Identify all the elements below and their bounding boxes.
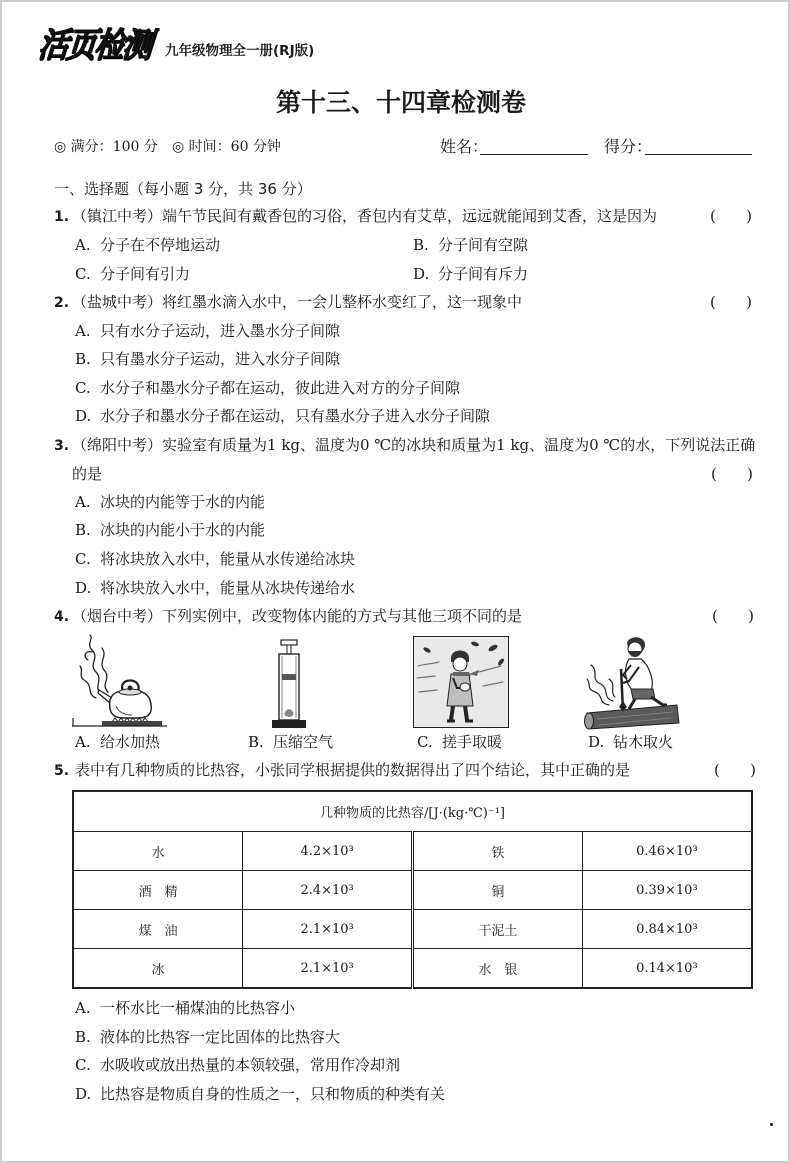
bracket-close: )	[747, 465, 753, 483]
table-cell: 水 银	[413, 949, 583, 989]
score-blank	[645, 154, 752, 155]
option-text: 比热容是物质自身的性质之一，只和物质的种类有关	[100, 1085, 446, 1103]
option-letter: D.	[75, 1085, 92, 1103]
rubbing-hands-illustration	[413, 636, 509, 728]
option-letter: B.	[413, 236, 429, 254]
option-c	[75, 378, 460, 398]
option-b	[75, 520, 265, 540]
option-text: 将冰块放入水中，能量从水传递给冰块	[100, 550, 356, 568]
log	[585, 705, 680, 729]
option-d	[75, 578, 355, 598]
option-text: 将冰块放入水中，能量从冰块传递给水	[100, 579, 356, 597]
question-text: （镇江中考）端午节民间有戴香包的习俗，香包内有艾草，远远就能闻到艾香，这是因为	[72, 207, 658, 225]
table-cell: 冰	[73, 949, 243, 989]
option-text: 水分子和墨水分子都在运动，只有墨水分子进入水分子间隙	[100, 407, 491, 425]
air-compression-tube-illustration	[268, 636, 310, 730]
specific-heat-table	[72, 790, 753, 989]
question-number: 5.	[54, 763, 70, 779]
option-d	[75, 1084, 445, 1104]
option-c	[417, 732, 502, 752]
option-text: 分子间有斥力	[438, 265, 529, 283]
answer-bracket	[710, 292, 752, 312]
option-text: 一杯水比一桶煤油的比热容小	[100, 999, 296, 1017]
table-cell: 水	[73, 832, 243, 871]
option-a	[75, 998, 295, 1018]
stove	[72, 718, 167, 726]
option-letter: B.	[75, 350, 91, 368]
smoke-curls	[587, 665, 615, 705]
option-letter: A.	[75, 236, 91, 254]
table-cell: 铜	[413, 871, 583, 910]
answer-bracket	[711, 464, 753, 484]
table-header-row	[73, 791, 752, 832]
option-a	[75, 321, 340, 341]
bracket-close: )	[748, 607, 754, 625]
question-number: 1.	[54, 209, 70, 225]
table-cell: 铁	[413, 832, 583, 871]
drilling-wood-fire-illustration	[583, 635, 683, 731]
series-logo: 活页检测	[36, 26, 152, 66]
option-letter: B.	[248, 733, 264, 751]
option-text: 液体的比热容一定比固体的比热容大	[100, 1028, 341, 1046]
option-text: 只有水分子运动，进入墨水分子间隙	[100, 322, 341, 340]
table-cell: 2.1×10³	[243, 910, 413, 949]
option-letter: A.	[75, 493, 91, 511]
question-stem	[54, 206, 657, 226]
question-text: （烟台中考）下列实例中，改变物体内能的方式与其他三项不同的是	[72, 607, 523, 625]
table-cell: 酒 精	[73, 871, 243, 910]
option-text: 分子间有引力	[100, 265, 191, 283]
question-text: 表中有几种物质的比热容，小张同学根据提供的数据得出了四个结论，其中正确的是	[75, 761, 631, 779]
option-text: 给水加热	[100, 733, 161, 751]
option-b	[248, 732, 333, 752]
piston	[282, 674, 296, 680]
option-b	[75, 349, 340, 369]
question-text: （绵阳中考）实验室有质量为1 kg、温度为0 ℃的冰块和质量为1 kg、温度为0 ℃的水，下列说法正确	[72, 436, 756, 454]
option-text: 水吸收或放出热量的本领较强，常用作冷却剂	[100, 1056, 401, 1074]
question-number: 3.	[54, 438, 70, 454]
option-text: 冰块的内能等于水的内能	[100, 493, 266, 511]
option-letter: D.	[588, 733, 605, 751]
table-row	[73, 949, 752, 989]
option-d	[75, 406, 490, 426]
option-c	[75, 1055, 400, 1075]
answer-bracket	[712, 606, 754, 626]
answer-bracket	[710, 206, 752, 226]
bracket-open: (	[714, 761, 720, 779]
score-label: 得分：	[604, 137, 653, 156]
option-letter: C.	[417, 733, 433, 751]
table-row	[73, 871, 752, 910]
question-text-continued: 的是	[72, 465, 103, 483]
option-letter: C.	[75, 379, 91, 397]
table-cell: 0.14×10³	[582, 949, 752, 989]
page-mark-dot	[770, 1123, 773, 1126]
bracket-open: (	[712, 607, 718, 625]
option-letter: A.	[75, 322, 91, 340]
option-letter: C.	[75, 550, 91, 568]
table-cell: 4.2×10³	[243, 832, 413, 871]
bracket-open: (	[711, 465, 717, 483]
table-row	[73, 832, 752, 871]
table-cell: 0.84×10³	[582, 910, 752, 949]
steam-curls	[80, 635, 108, 698]
question-stem	[54, 760, 630, 780]
table-cell: 煤 油	[73, 910, 243, 949]
option-letter: B.	[75, 521, 91, 539]
table-caption: 几种物质的比热容/[J·(kg·℃)⁻¹]	[73, 791, 752, 832]
bracket-close: )	[750, 761, 756, 779]
option-letter: C.	[75, 1056, 91, 1074]
piston-handle	[281, 640, 297, 645]
tube-base	[272, 720, 306, 728]
question-stem	[54, 292, 522, 312]
option-text: 钻木取火	[613, 733, 674, 751]
table-cell: 干泥土	[413, 910, 583, 949]
option-text: 压缩空气	[273, 733, 334, 751]
name-label: 姓名：	[440, 137, 489, 156]
page-title: 第十三、十四章检测卷	[275, 88, 526, 117]
book-title: 九年级物理全一册(RJ版)	[165, 43, 315, 59]
bracket-open: (	[710, 293, 716, 311]
bracket-close: )	[746, 207, 752, 225]
option-d	[588, 732, 673, 752]
option-c	[75, 264, 190, 284]
question-number: 4.	[54, 609, 70, 625]
option-letter: A.	[75, 999, 91, 1017]
option-letter: D.	[75, 407, 92, 425]
option-text: 分子在不停地运动	[100, 236, 221, 254]
option-text: 冰块的内能小于水的内能	[100, 521, 266, 539]
name-blank	[480, 154, 588, 155]
option-a	[75, 492, 265, 512]
question-stem	[54, 606, 522, 626]
option-text: 分子间有空隙	[438, 236, 529, 254]
option-text: 只有墨水分子运动，进入水分子间隙	[100, 350, 341, 368]
option-b	[75, 1027, 340, 1047]
table-cell: 2.1×10³	[243, 949, 413, 989]
option-letter: A.	[75, 733, 91, 751]
option-letter: D.	[75, 579, 92, 597]
option-text: 搓手取暖	[442, 733, 503, 751]
option-text: 水分子和墨水分子都在运动，彼此进入对方的分子间隙	[100, 379, 461, 397]
question-text: （盐城中考）将红墨水滴入水中，一会儿整杯水变红了，这一现象中	[72, 293, 523, 311]
time-limit: ◎ 时间：60 分钟	[172, 139, 281, 155]
table-cell: 0.46×10³	[582, 832, 752, 871]
option-a	[75, 235, 220, 255]
kettle	[98, 681, 151, 719]
option-a	[75, 732, 160, 752]
answer-bracket	[714, 760, 756, 780]
caveman	[623, 637, 667, 709]
table-row	[73, 910, 752, 949]
question-stem	[54, 435, 755, 455]
table-cell: 0.39×10³	[582, 871, 752, 910]
kettle-heating-illustration	[72, 634, 167, 730]
section-heading: 一、选择题（每小题 3 分，共 36 分）	[54, 180, 312, 198]
option-letter: D.	[413, 265, 430, 283]
option-letter: C.	[75, 265, 91, 283]
option-letter: B.	[75, 1028, 91, 1046]
bracket-close: )	[746, 293, 752, 311]
bracket-open: (	[710, 207, 716, 225]
option-d	[413, 264, 528, 284]
question-number: 2.	[54, 295, 70, 311]
option-b	[413, 235, 528, 255]
full-score: ◎ 满分：100 分	[54, 139, 158, 155]
table-cell: 2.4×10³	[243, 871, 413, 910]
option-c	[75, 549, 355, 569]
